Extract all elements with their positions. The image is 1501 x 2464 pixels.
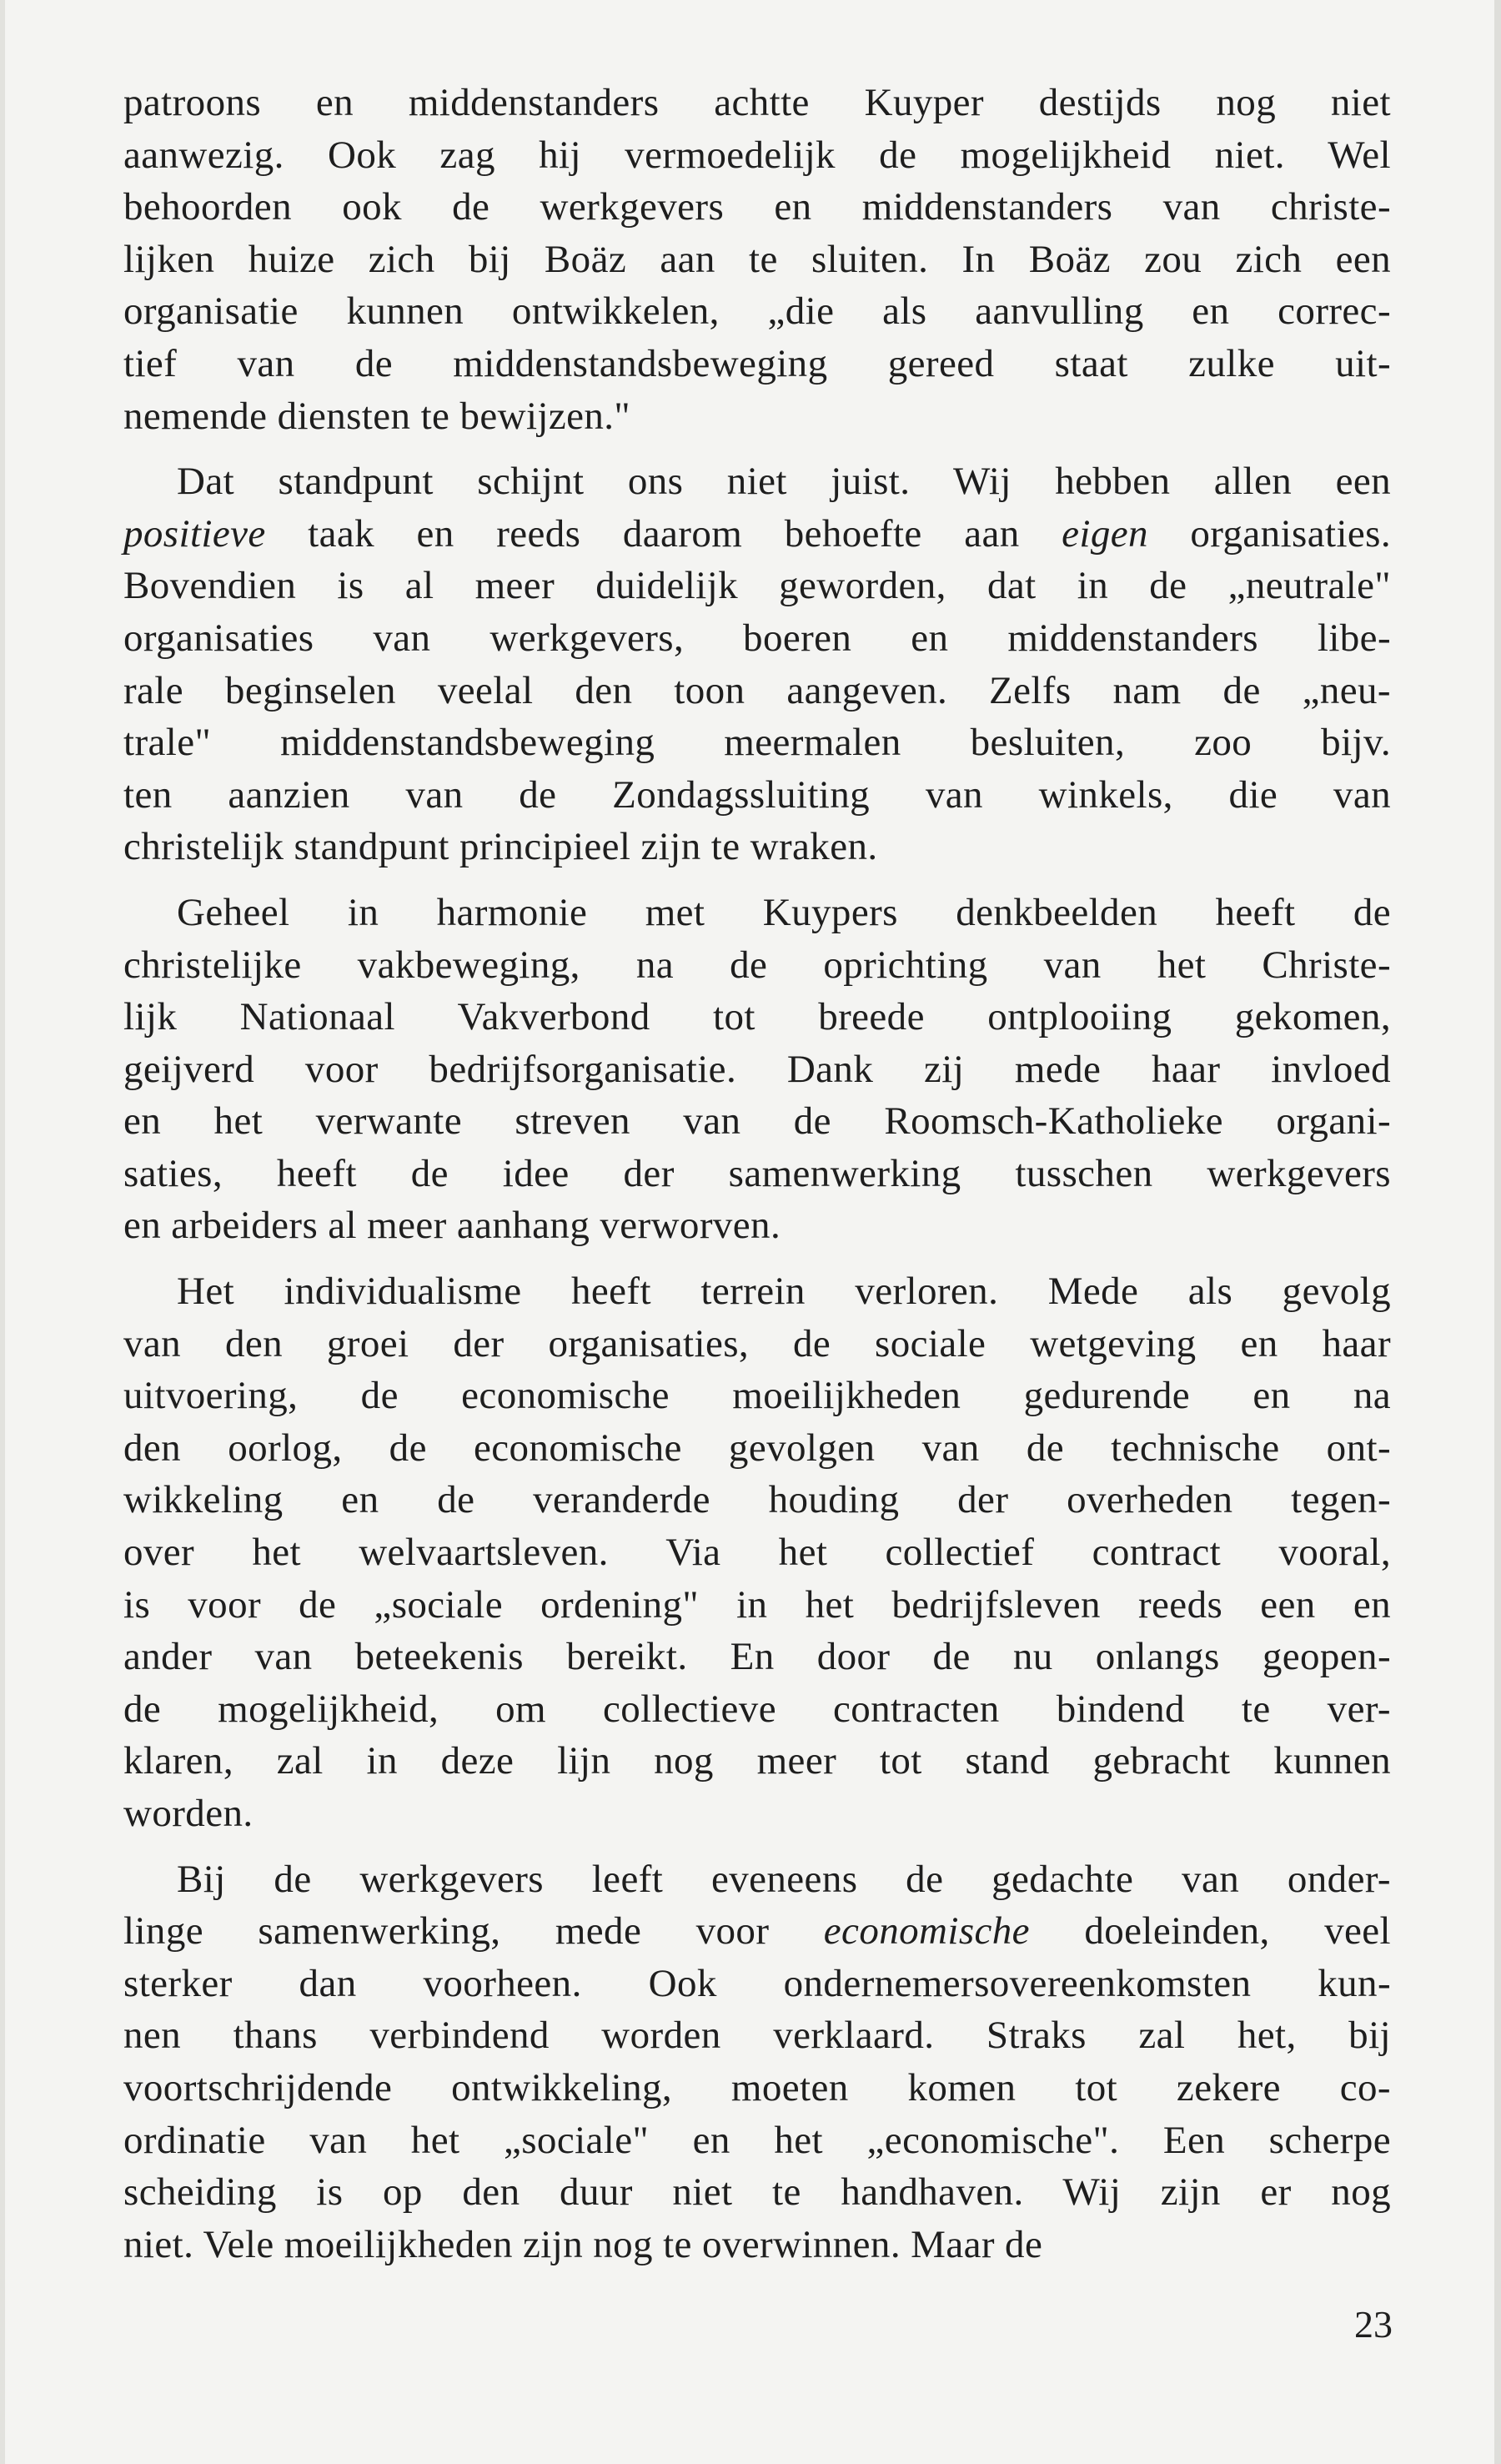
text-segment: organisaties.	[1147, 511, 1391, 556]
italic-emphasis: economische	[823, 1909, 1030, 1954]
text-line: klaren, zal in deze lijn nog meer tot stand gebracht kunnen	[123, 1739, 1391, 1783]
text-line: lijk Nationaal Vakverbond tot breede ontplooiing gekomen,	[123, 995, 1391, 1039]
text-line: aanwezig. Ook zag hij vermoedelijk de mogelijkheid niet. Wel	[123, 133, 1391, 177]
paragraph	[123, 455, 1391, 873]
text-line	[123, 508, 1391, 561]
text-line: en het verwante streven van de Roomsch-Katholieke organi-	[123, 1099, 1391, 1144]
text-line: scheiding is op den duur niet te handhaven. Wij zijn er nog	[123, 2170, 1391, 2215]
book-page-text	[123, 77, 1391, 2284]
text-line: Bij de werkgevers leeft eveneens de gedachte van onder-	[177, 1857, 1391, 1901]
text-line: over het welvaartsleven. Via het collectief contract vooral,	[123, 1531, 1391, 1575]
text-line: van den groei der organisaties, de sociale wetgeving en haar	[123, 1321, 1391, 1365]
text-line: de mogelijkheid, om collectieve contracten bindend te ver-	[123, 1687, 1391, 1731]
text-line: en arbeiders al meer aanhang verworven.	[123, 1204, 781, 1248]
text-line: uitvoering, de economische moeilijkheden gedurende en na	[123, 1374, 1391, 1418]
text-line: organisaties van werkgevers, boeren en middenstanders libe-	[123, 616, 1391, 660]
text-line: wikkeling en de veranderde houding der overheden tegen-	[123, 1478, 1391, 1522]
text-line: behoorden ook de werkgevers en middenstanders van christe-	[123, 185, 1391, 229]
paragraph	[123, 887, 1391, 1252]
paragraph	[123, 1853, 1391, 2271]
text-line: Bovendien is al meer duidelijk geworden, dat in de „neutrale"	[123, 564, 1391, 608]
text-line: lijken huize zich bij Boäz aan te sluiten. In Boäz zou zich een	[123, 237, 1391, 281]
italic-emphasis: positieve	[123, 511, 266, 556]
text-line: tief van de middenstandsbeweging gereed staat zulke uit-	[123, 341, 1391, 385]
text-line: saties, heeft de idee der samenwerking tusschen werkgevers	[123, 1151, 1391, 1195]
text-line: rale beginselen veelal den toon aangeven. Zelfs nam de „neu-	[123, 668, 1391, 712]
text-line: worden.	[123, 1792, 254, 1835]
text-line: voortschrijdende ontwikkeling, moeten komen tot zekere co-	[123, 2065, 1391, 2109]
page-edge-right	[1494, 0, 1501, 2464]
text-line: ordinatie van het „sociale" en het „economische". Een scherpe	[123, 2118, 1391, 2162]
text-line: ander van beteekenis bereikt. En door de nu onlangs geopen-	[123, 1635, 1391, 1679]
text-segment: doeleinden, veel	[1029, 1909, 1391, 1954]
text-line: nemende diensten te bewijzen."	[123, 394, 631, 438]
text-line: ten aanzien van de Zondagssluiting van winkels, die van	[123, 772, 1391, 817]
text-line: christelijke vakbeweging, na de oprichting van het Christe-	[123, 943, 1391, 987]
paragraph	[123, 77, 1391, 442]
text-line: Dat standpunt schijnt ons niet juist. Wij hebben allen een	[177, 460, 1391, 504]
italic-emphasis: eigen	[1062, 511, 1148, 556]
text-segment: taak en reeds daarom behoefte aan	[265, 511, 1062, 556]
page-number: 23	[1354, 2303, 1393, 2346]
paragraph	[123, 1265, 1391, 1840]
text-line: trale" middenstandsbeweging meermalen besluiten, zoo bijv.	[123, 721, 1391, 765]
text-line: is voor de „sociale ordening" in het bedrijfsleven reeds een en	[123, 1582, 1391, 1627]
text-line: geijverd voor bedrijfsorganisatie. Dank zij mede haar invloed	[123, 1047, 1391, 1091]
text-line: christelijk standpunt principieel zijn te wraken.	[123, 825, 878, 869]
text-line	[123, 1905, 1391, 1958]
text-line: den oorlog, de economische gevolgen van de technische ont-	[123, 1426, 1391, 1470]
text-line: patroons en middenstanders achtte Kuyper destijds nog niet	[123, 81, 1391, 124]
text-line: nen thans verbindend worden verklaard. Straks zal het, bij	[123, 2014, 1391, 2058]
text-line: sterker dan voorheen. Ook ondernemersovereenkomsten kun-	[123, 1961, 1391, 2005]
text-line: Het individualisme heeft terrein verloren. Mede als gevolg	[177, 1270, 1391, 1314]
page-edge-left	[0, 0, 5, 2464]
text-line: niet. Vele moeilijkheden zijn nog te overwinnen. Maar de	[123, 2222, 1043, 2266]
text-line: organisatie kunnen ontwikkelen, „die als aanvulling en correc-	[123, 289, 1391, 334]
text-line: Geheel in harmonie met Kuypers denkbeelden heeft de	[177, 890, 1391, 934]
text-segment: linge samenwerking, mede voor	[123, 1909, 824, 1954]
